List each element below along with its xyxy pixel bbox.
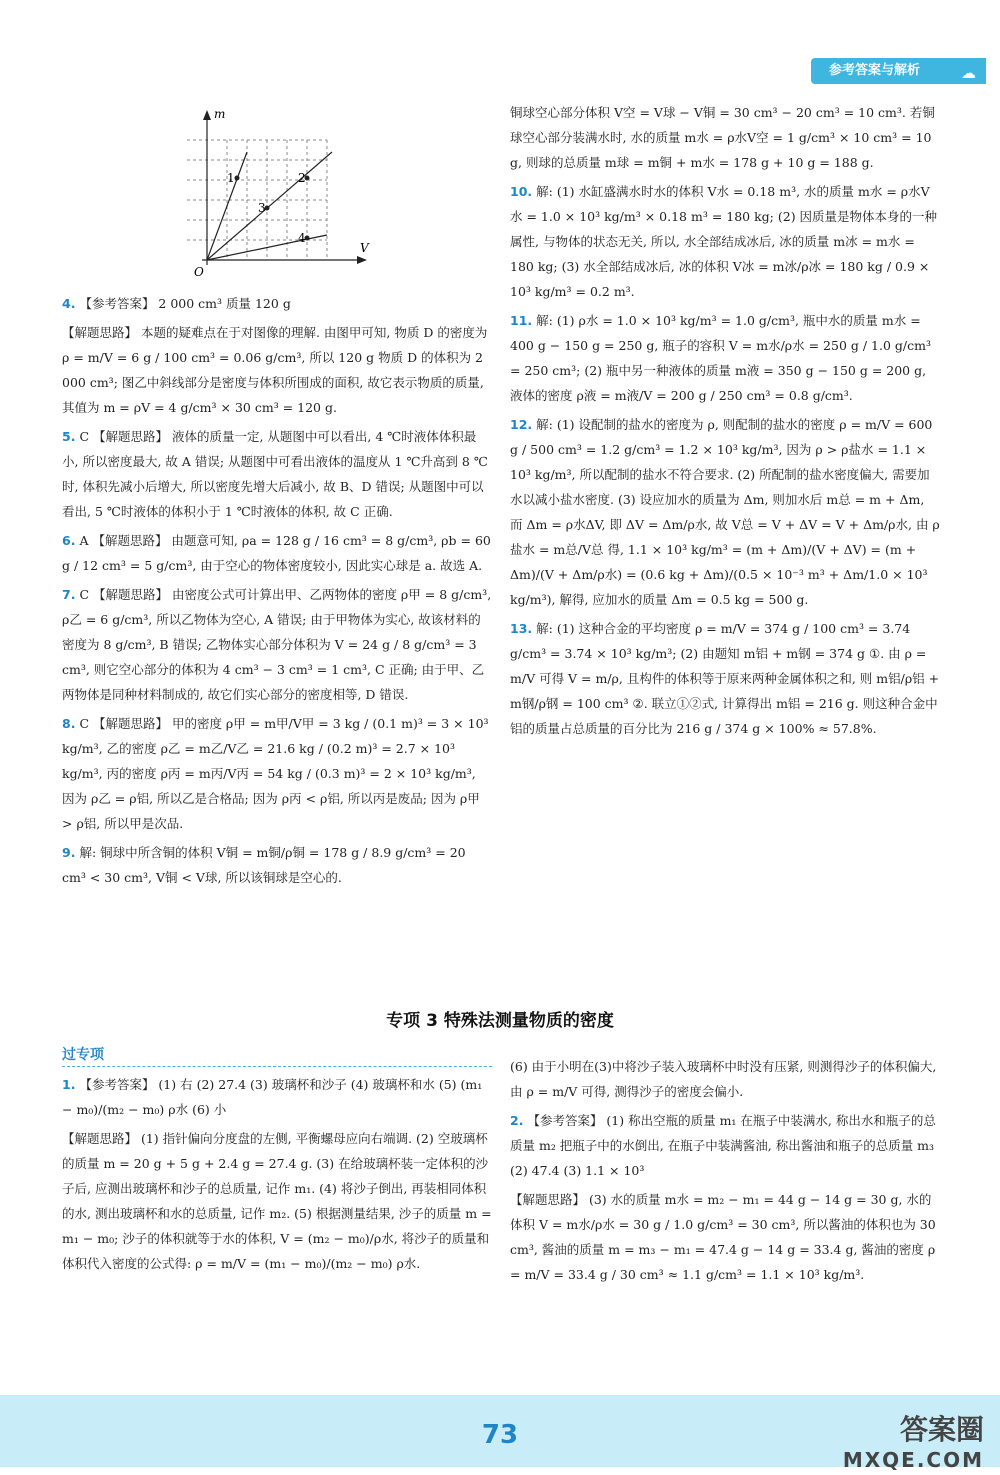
answer-item: (6) 由于小明在(3)中将沙子装入玻璃杯中时没有压紧, 则测得沙子的体积偏大, 由 ρ = m/V 可得, 测得沙子的密度会偏小. (510, 1059, 937, 1099)
graph-point-3: 3 (258, 201, 266, 215)
answer-item: 2. 【参考答案】 (1) 称出空瓶的质量 m₁ 在瓶子中装满水, 称出水和瓶子的总质量 m₂ 把瓶子中的水倒出, 在瓶子中装满酱油, 称出酱油和瓶子的总质量 m₃ (2) 47.4 (3) 1.1 × 10³ (510, 1113, 936, 1178)
right-column (510, 100, 940, 745)
answer-item: 5. C 【解题思路】 液体的质量一定, 从题图中可以看出, 4 ℃时液体体积最小, 所以密度最大, 故 A 错误; 从题图中可看出液体的温度从 1 ℃升高到 8 ℃时, 体积先减小后增大, 所以密度先增大后减小, 故 B、D 错误; 从题图中可以看出, 5 ℃时液体的体积小于 1 ℃时液体的体积, 故 C 正确. (62, 429, 488, 519)
section-subtitle: 过专项 (62, 1047, 104, 1063)
answer-item: 8. C 【解题思路】 甲的密度 ρ甲 = m甲/V甲 = 3 kg / (0.1 m)³ = 3 × 10³ kg/m³, 乙的密度 ρ乙 = m乙/V乙 = 21.6 kg / (0.2 m)³ = 2.7 × 10³ kg/m³, 丙的密度 ρ丙 = m丙/V丙 = 54 kg / (0.3 m)³ = 2 × 10³ kg/m³, 因为 ρ乙 = ρ铝, 所以乙是合格品; 因为 ρ丙 < ρ铝, 所以丙是废品; 因为 ρ甲 > ρ铝, 所以甲是次品. (62, 716, 489, 831)
site-watermark (843, 1415, 984, 1475)
section-subtitle-bar (62, 1044, 492, 1067)
watermark-top: 答案圈 (899, 1413, 984, 1446)
graph-point-2: 2 (298, 171, 306, 185)
header-badge (811, 58, 986, 84)
answer-item: 10. 解: (1) 水缸盛满水时水的体积 V水 = 0.18 m³, 水的质量 m水 = ρ水V水 = 1.0 × 10³ kg/m³ × 0.18 m³ = 180 kg; (2) 因质量是物体本身的一种属性, 与物体的状态无关, 所以, 水全部结成冰后, 冰的质量 m冰 = m水 = 180 kg; (3) 水全部结成冰后, 冰的体积 V冰 = m冰/ρ冰 = 180 kg / 0.9 × 10³ kg/m³ = 0.2 m³. (510, 184, 938, 299)
bottom-left-column (62, 1072, 492, 1280)
graph-x-label: V (360, 241, 369, 255)
answer-item: 4. 【参考答案】 2 000 cm³ 质量 120 g (62, 296, 291, 311)
bottom-right-column (510, 1054, 940, 1291)
graph-point-4: 4 (298, 231, 306, 245)
watermark-bottom: MXQE.COM (842, 1448, 984, 1472)
answer-item: 11. 解: (1) ρ水 = 1.0 × 10³ kg/m³ = 1.0 g/cm³, 瓶中水的质量 m水 = 400 g − 150 g = 250 g, 瓶子的容积 V = m水/ρ水 = 250 g / 1.0 g/cm³ = 250 cm³; (2) 瓶中另一种液体的质量 m液 = 350 g − 150 g = 200 g, 液体的密度 ρ液 = m液/V = 200 g / 250 cm³ = 0.8 g/cm³. (510, 313, 931, 403)
graph-origin-label: O (194, 265, 204, 279)
m-v-graph (62, 100, 492, 285)
answer-item: 【解题思路】 (3) 水的质量 m水 = m₂ − m₁ = 44 g − 14 g = 30 g, 水的体积 V = m水/ρ水 = 30 g / 1.0 g/cm³ = 30 cm³, 所以酱油的体积也为 30 cm³, 酱油的质量 m = m₃ − m₁ = 47.4 g − 14 g = 33.4 g, 酱油的密度 ρ = m/V = 33.4 g / 30 cm³ ≈ 1.1 g/cm³ = 1.1 × 10³ kg/m³. (510, 1192, 936, 1282)
swirl-logo-icon: ☁ (961, 64, 976, 82)
section-title: 专项 3 特殊法测量物质的密度 (386, 1011, 614, 1031)
answer-item: 7. C 【解题思路】 由密度公式可计算出甲、乙两物体的密度 ρ甲 = 8 g/cm³, ρ乙 = 6 g/cm³, 所以乙物体为空心, A 错误; 由于甲物体为实心, 故该材料的密度为 8 g/cm³, B 错误; 乙物体实心部分体积为 V = 24 g / 8 g/cm³ = 3 cm³, 则它空心部分的体积为 4 cm³ − 3 cm³ = 1 cm³, C 正确; 由于甲、乙两物体是同种材料制成的, 故它们实心部分的密度相等, D 错误. (62, 587, 492, 702)
graph-point-1: 1 (227, 171, 235, 185)
answer-item: 9. 解: 铜球中所含铜的体积 V铜 = m铜/ρ铜 = 178 g / 8.9 g/cm³ = 20 cm³ < 30 cm³, V铜 < V球, 所以该铜球是空心的. (62, 845, 466, 885)
answer-item: 【解题思路】 (1) 指针偏向分度盘的左侧, 平衡螺母应向右端调. (2) 空玻璃杯的质量 m = 20 g + 5 g + 2.4 g = 27.4 g. (3) 在给玻璃杯装一定体积的沙子后, 应测出玻璃杯和沙子的总质量, 记作 m₁. (4) 将沙子倒出, 再装相同体积的水, 测出玻璃杯和水的总质量, 记作 m₂. (5) 根据测量结果, 沙子的质量 m = m₁ − m₀; 沙子的体积就等于水的体积, V = (m₂ − m₀)/ρ水, 将沙子的质量和体积代入密度的公式得: ρ = m/V = (m₁ − m₀)/(m₂ − m₀) ρ水. (62, 1131, 492, 1271)
header-badge-text: 参考答案与解析 (829, 63, 921, 78)
page-number: 73 (481, 1420, 519, 1450)
answer-item: 13. 解: (1) 这种合金的平均密度 ρ = m/V = 374 g / 100 cm³ = 3.74 g/cm³ = 3.74 × 10³ kg/m³; (2) 由题知 m铝 + m钢 = 374 g ①. 由 ρ = m/V 可得 V = m/ρ, 且构件的体积等于原来两种金属体积之和, 则 m铝/ρ铝 + m钢/ρ钢 = 100 cm³ ②. 联立①②式, 计算得出 m铝 = 216 g. 则这种合金中铝的质量占总质量的百分比为 216 g / 374 g × 100% ≈ 57.8%. (510, 621, 940, 736)
left-answers (62, 291, 492, 890)
answer-item: 12. 解: (1) 设配制的盐水的密度为 ρ, 则配制的盐水的密度 ρ = m/V = 600 g / 500 cm³ = 1.2 g/cm³ = 1.2 × 10³ kg/m³, 因为 ρ > ρ盐水 = 1.1 × 10³ kg/m³, 所以配制的盐水不符合要求. (2) 所配制的盐水密度偏大, 需要加水以减小盐水密度. (3) 设应加水的质量为 Δm, 则加水后 m总 = m + Δm, 而 Δm = ρ水ΔV, 即 ΔV = Δm/ρ水, 故 V总 = V + ΔV = V + Δm/ρ水, 由 ρ盐水 = m总/V总 得, 1.1 × 10³ kg/m³ = (m + Δm)/(V + ΔV) = (m + Δm)/(V + Δm/ρ水) = (0.6 kg + Δm)/(0.5 × 10⁻³ m³ + Δm/1.0 × 10³ kg/m³), 解得, 应加水的质量 Δm = 0.5 kg = 500 g. (510, 417, 940, 607)
answer-item: 【解题思路】 本题的疑难点在于对图像的理解. 由图甲可知, 物质 D 的密度为 ρ = m/V = 6 g / 100 cm³ = 0.06 g/cm³, 所以 120 g 物质 D 的体积为 2 000 cm³; 图乙中斜线部分是密度与体积所围成的面积, 故它表示物质的质量, 其值为 m = ρV = 4 g/cm³ × 30 cm³ = 120 g. (62, 325, 488, 415)
graph-y-label: m (214, 107, 226, 121)
answer-item: 6. A 【解题思路】 由题意可知, ρa = 128 g / 16 cm³ = 8 g/cm³, ρb = 60 g / 12 cm³ = 5 g/cm³, 由于空心的物体密度较小, 因此实心球是 a. 故选 A. (62, 533, 491, 573)
left-column (62, 100, 492, 894)
answer-item: 1. 【参考答案】 (1) 右 (2) 27.4 (3) 玻璃杯和沙子 (4) 玻璃杯和水 (5) (m₁ − m₀)/(m₂ − m₀) ρ水 (6) 小 (62, 1077, 483, 1117)
answer-item: 铜球空心部分体积 V空 = V球 − V铜 = 30 cm³ − 20 cm³ = 10 cm³. 若铜球空心部分装满水时, 水的质量 m水 = ρ水V空 = 1 g/cm³ × 10 cm³ = 10 g, 则球的总质量 m球 = m铜 + m水 = 178 g + 10 g = 188 g. (510, 105, 935, 170)
graph-svg (62, 100, 492, 285)
